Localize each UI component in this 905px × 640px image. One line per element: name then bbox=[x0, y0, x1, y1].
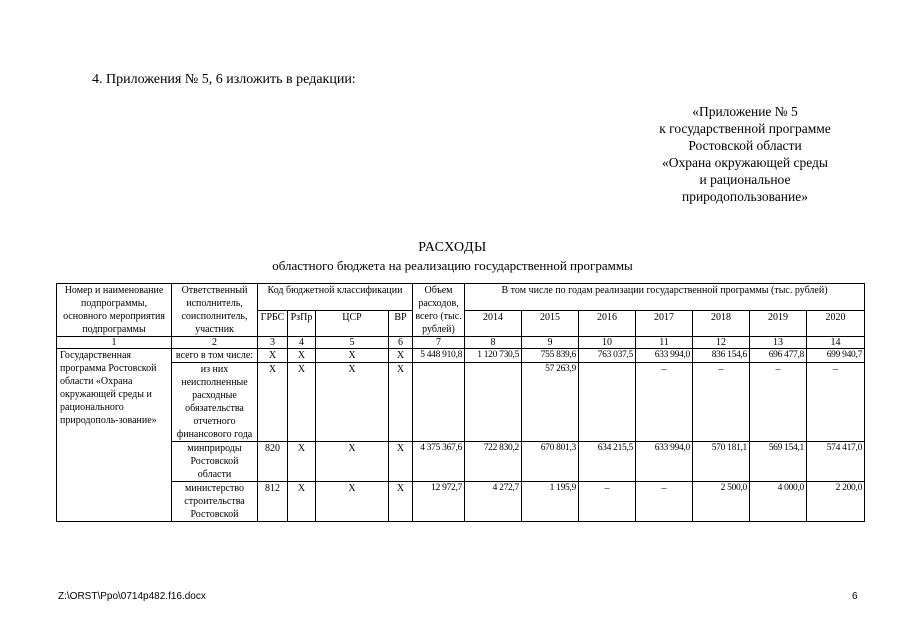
table-row bbox=[57, 482, 865, 522]
header-vr: ВР bbox=[389, 310, 413, 337]
expenses-table bbox=[56, 283, 865, 522]
grbs-cell: 812 bbox=[258, 482, 288, 522]
year-value-cell: – bbox=[693, 363, 750, 442]
year-value-cell: – bbox=[636, 482, 693, 522]
year-value-cell: 569 154,1 bbox=[750, 442, 807, 482]
column-number: 10 bbox=[579, 337, 636, 349]
vr-cell: X bbox=[389, 442, 413, 482]
column-number: 8 bbox=[465, 337, 522, 349]
grbs-cell: X bbox=[258, 363, 288, 442]
year-value-cell: 2 200,0 bbox=[807, 482, 865, 522]
header-year: 2014 bbox=[465, 310, 522, 337]
appendix-header bbox=[620, 103, 870, 205]
document-subtitle: областного бюджета на реализацию государственной программы bbox=[272, 258, 633, 273]
header-volume: Объем расходов, всего (тыс. рублей) bbox=[413, 284, 465, 337]
year-value-cell: 574 417,0 bbox=[807, 442, 865, 482]
year-value-cell: 4 000,0 bbox=[750, 482, 807, 522]
year-value-cell: 696 477,8 bbox=[750, 349, 807, 363]
year-value-cell: 836 154,6 bbox=[693, 349, 750, 363]
column-number: 13 bbox=[750, 337, 807, 349]
grbs-cell: 820 bbox=[258, 442, 288, 482]
column-number: 5 bbox=[316, 337, 389, 349]
header-year: 2015 bbox=[522, 310, 579, 337]
vr-cell: X bbox=[389, 363, 413, 442]
vr-cell: X bbox=[389, 482, 413, 522]
year-value-cell: 1 120 730,5 bbox=[465, 349, 522, 363]
column-number: 9 bbox=[522, 337, 579, 349]
year-value-cell: 699 940,7 bbox=[807, 349, 865, 363]
header-year: 2019 bbox=[750, 310, 807, 337]
year-value-cell: 634 215,5 bbox=[579, 442, 636, 482]
rzpr-cell: X bbox=[288, 442, 316, 482]
year-value-cell: – bbox=[579, 482, 636, 522]
year-value-cell: 722 830,2 bbox=[465, 442, 522, 482]
year-value-cell: – bbox=[636, 363, 693, 442]
column-number: 14 bbox=[807, 337, 865, 349]
vr-cell: X bbox=[389, 349, 413, 363]
document-title: РАСХОДЫ bbox=[418, 240, 487, 255]
rzpr-cell: X bbox=[288, 363, 316, 442]
column-number: 1 bbox=[57, 337, 172, 349]
grbs-cell: X bbox=[258, 349, 288, 363]
footer-file-path: Z:\ORST\Ppo\0714p482.f16.docx bbox=[58, 591, 206, 602]
appendix-line: к государственной программе bbox=[659, 121, 831, 136]
responsible-cell: из них неисполненные расходные обязательства отчетного финансового года bbox=[172, 363, 258, 442]
year-value-cell: – bbox=[807, 363, 865, 442]
appendix-line: «Охрана окружающей среды bbox=[662, 155, 828, 170]
table-row bbox=[57, 442, 865, 482]
header-responsible: Ответственный исполнитель, соисполнитель, участник bbox=[172, 284, 258, 337]
table-row bbox=[57, 349, 865, 363]
appendix-line: природопользование» bbox=[681, 189, 808, 204]
column-number: 12 bbox=[693, 337, 750, 349]
year-value-cell: 755 839,6 bbox=[522, 349, 579, 363]
header-csr: ЦСР bbox=[316, 310, 389, 337]
footer-page-number: 6 bbox=[852, 591, 858, 602]
total-cell: 4 375 367,6 bbox=[413, 442, 465, 482]
csr-cell: X bbox=[316, 363, 389, 442]
header-number: Номер и наименование подпрограммы, основного мероприятия подпрограммы bbox=[57, 284, 172, 337]
year-value-cell: 57 263,9 bbox=[522, 363, 579, 442]
header-rzpr: РзПр bbox=[288, 310, 316, 337]
header-row bbox=[57, 284, 865, 311]
csr-cell: X bbox=[316, 442, 389, 482]
appendix-line: Ростовской области bbox=[688, 138, 802, 153]
rzpr-cell: X bbox=[288, 349, 316, 363]
year-value-cell bbox=[465, 363, 522, 442]
total-cell: 5 448 910,8 bbox=[413, 349, 465, 363]
year-value-cell bbox=[579, 363, 636, 442]
header-budget-code: Код бюджетной классификации bbox=[258, 284, 413, 311]
year-value-cell: 570 181,1 bbox=[693, 442, 750, 482]
year-value-cell: 1 195,9 bbox=[522, 482, 579, 522]
responsible-cell: минприроды Ростовской области bbox=[172, 442, 258, 482]
header-year: 2020 bbox=[807, 310, 865, 337]
column-number: 6 bbox=[389, 337, 413, 349]
year-value-cell: 4 272,7 bbox=[465, 482, 522, 522]
header-year: 2018 bbox=[693, 310, 750, 337]
appendix-line: «Приложение № 5 bbox=[692, 104, 798, 119]
csr-cell: X bbox=[316, 349, 389, 363]
year-value-cell: 670 801,3 bbox=[522, 442, 579, 482]
rzpr-cell: X bbox=[288, 482, 316, 522]
total-cell: 12 972,7 bbox=[413, 482, 465, 522]
column-number: 11 bbox=[636, 337, 693, 349]
header-grbs: ГРБС bbox=[258, 310, 288, 337]
column-number: 2 bbox=[172, 337, 258, 349]
year-value-cell: 2 500,0 bbox=[693, 482, 750, 522]
header-year: 2016 bbox=[579, 310, 636, 337]
year-value-cell: 633 994,0 bbox=[636, 349, 693, 363]
responsible-cell: министерство строительства Ростовской bbox=[172, 482, 258, 522]
year-value-cell: 763 037,5 bbox=[579, 349, 636, 363]
appendix-line: и рациональное bbox=[699, 172, 791, 187]
table-row bbox=[57, 363, 865, 442]
column-number: 4 bbox=[288, 337, 316, 349]
csr-cell: X bbox=[316, 482, 389, 522]
column-number: 7 bbox=[413, 337, 465, 349]
year-value-cell: – bbox=[750, 363, 807, 442]
header-year: 2017 bbox=[636, 310, 693, 337]
intro-text: 4. Приложения № 5, 6 изложить в редакции: bbox=[92, 72, 356, 87]
program-name-cell: Государственная программа Ростовской области «Охрана окружающей среды и рационального природополь-зование» bbox=[57, 349, 172, 522]
column-number: 3 bbox=[258, 337, 288, 349]
year-value-cell: 633 994,0 bbox=[636, 442, 693, 482]
column-number-row bbox=[57, 337, 865, 349]
total-cell bbox=[413, 363, 465, 442]
header-by-years: В том числе по годам реализации государственной программы (тыс. рублей) bbox=[465, 284, 865, 311]
responsible-cell: всего в том числе: bbox=[172, 349, 258, 363]
